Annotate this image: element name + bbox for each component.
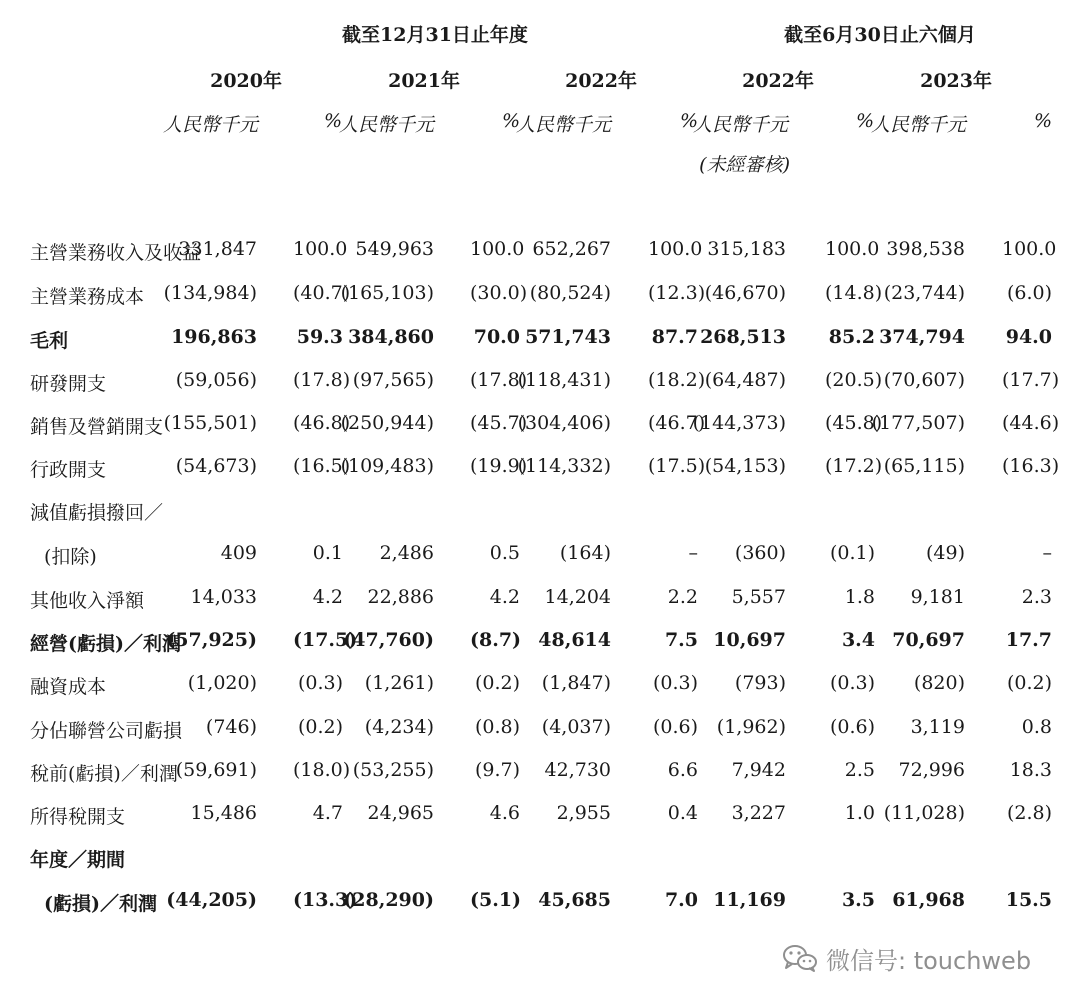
cell-percent: (17.8) — [470, 369, 528, 391]
cell-percent: (13.3) — [293, 889, 358, 911]
cell-percent: 7.0 — [664, 889, 698, 911]
cell-percent: 4.2 — [312, 586, 343, 608]
cell-percent: 0.8 — [1021, 716, 1052, 738]
cell-percent: (46.8) — [293, 412, 351, 434]
cell-percent: (9.7) — [474, 759, 520, 781]
cell-amount: (46,670) — [704, 282, 786, 304]
cell-amount: (164) — [559, 542, 611, 564]
year-2021: 2021年 — [388, 70, 460, 92]
cell-amount: (820) — [913, 672, 965, 694]
cell-percent: 2.3 — [1021, 586, 1052, 608]
row-label: 主營業務成本 — [30, 286, 145, 308]
cell-percent: 1.0 — [844, 802, 875, 824]
cell-percent: (17.2) — [825, 455, 883, 477]
unaudited-note: (未經審核) — [699, 154, 790, 176]
cell-amount: 3,227 — [731, 802, 786, 824]
cell-amount: (118,431) — [517, 369, 611, 391]
cell-percent: (0.3) — [652, 672, 698, 694]
unit-pct-2022-half: % — [855, 110, 874, 132]
cell-percent: 0.1 — [312, 542, 343, 564]
cell-percent: 15.5 — [1005, 889, 1052, 911]
cell-percent: 87.7 — [651, 326, 698, 348]
cell-percent: 59.3 — [296, 326, 343, 348]
cell-amount: (97,565) — [352, 369, 434, 391]
cell-percent: (40.7) — [293, 282, 351, 304]
cell-percent: 100.0 — [470, 238, 525, 260]
cell-percent: 0.5 — [489, 542, 520, 564]
cell-amount: 72,996 — [898, 759, 965, 781]
cell-percent: (45.7) — [470, 412, 528, 434]
year-2020: 2020年 — [210, 70, 282, 92]
cell-amount: (109,483) — [340, 455, 434, 477]
cell-amount: 2,486 — [379, 542, 434, 564]
unit-rmb-2023-half: 人民幣千元 — [870, 114, 966, 136]
row-label: 銷售及營銷開支 — [30, 416, 164, 438]
cell-amount: (177,507) — [871, 412, 965, 434]
cell-percent: 6.6 — [667, 759, 698, 781]
cell-percent: 2.2 — [667, 586, 698, 608]
cell-percent: 4.2 — [489, 586, 520, 608]
cell-amount: (165,103) — [340, 282, 434, 304]
cell-amount: (11,028) — [883, 802, 965, 824]
cell-percent: (0.6) — [829, 716, 875, 738]
cell-percent: (0.2) — [474, 672, 520, 694]
cell-amount: 315,183 — [707, 238, 786, 260]
cell-amount: 7,942 — [731, 759, 786, 781]
cell-percent: (0.3) — [297, 672, 343, 694]
cell-amount: 70,697 — [892, 629, 965, 651]
cell-percent: 94.0 — [1005, 326, 1052, 348]
row-label: 年度／期間 — [30, 849, 126, 871]
cell-amount: 398,538 — [886, 238, 965, 260]
unit-rmb-2022: 人民幣千元 — [515, 114, 611, 136]
cell-amount: (49) — [925, 542, 965, 564]
cell-percent: 100.0 — [648, 238, 703, 260]
cell-percent: (0.1) — [829, 542, 875, 564]
cell-percent: 0.4 — [667, 802, 698, 824]
cell-percent: (14.8) — [825, 282, 883, 304]
cell-amount: (23,744) — [883, 282, 965, 304]
cell-amount: 384,860 — [348, 326, 434, 348]
cell-amount: (65,115) — [883, 455, 965, 477]
unit-pct-2022: % — [679, 110, 698, 132]
cell-percent: 85.2 — [828, 326, 875, 348]
cell-amount: (80,524) — [529, 282, 611, 304]
cell-percent: (0.2) — [297, 716, 343, 738]
cell-percent: 4.6 — [489, 802, 520, 824]
cell-amount: (155,501) — [163, 412, 257, 434]
cell-percent: (8.7) — [470, 629, 522, 651]
cell-percent: (12.3) — [648, 282, 706, 304]
cell-percent: 7.5 — [664, 629, 698, 651]
cell-percent: (46.7) — [648, 412, 706, 434]
cell-amount: (64,487) — [704, 369, 786, 391]
cell-percent: 3.4 — [841, 629, 875, 651]
cell-percent: (17.8) — [293, 369, 351, 391]
cell-amount: (54,153) — [704, 455, 786, 477]
cell-amount: (47,760) — [343, 629, 434, 651]
year-2022-half: 2022年 — [742, 70, 814, 92]
wechat-icon — [782, 943, 818, 973]
cell-amount: 652,267 — [532, 238, 611, 260]
cell-percent: (0.3) — [829, 672, 875, 694]
cell-percent: 100.0 — [1002, 238, 1057, 260]
cell-percent: (17.5) — [293, 629, 358, 651]
cell-percent: – — [1042, 542, 1052, 564]
row-label: 所得稅開支 — [30, 806, 126, 828]
cell-amount: 11,169 — [713, 889, 786, 911]
row-label: (扣除) — [44, 546, 97, 568]
unit-rmb-2021: 人民幣千元 — [338, 114, 434, 136]
year-2023-half: 2023年 — [920, 70, 992, 92]
row-label: 融資成本 — [30, 676, 107, 698]
cell-percent: 4.7 — [312, 802, 343, 824]
cell-percent: (16.3) — [1002, 455, 1060, 477]
cell-percent: (0.6) — [652, 716, 698, 738]
cell-amount: 14,204 — [544, 586, 611, 608]
cell-amount: (1,020) — [187, 672, 257, 694]
cell-amount: 196,863 — [171, 326, 257, 348]
row-label: 主營業務收入及收益 — [30, 242, 202, 264]
cell-amount: (144,373) — [692, 412, 786, 434]
cell-percent: (44.6) — [1002, 412, 1060, 434]
cell-amount: 9,181 — [910, 586, 965, 608]
cell-percent: (17.7) — [1002, 369, 1060, 391]
cell-percent: (18.0) — [293, 759, 351, 781]
cell-amount: (114,332) — [517, 455, 611, 477]
unit-rmb-2022-half: 人民幣千元 — [692, 114, 788, 136]
cell-amount: 571,743 — [525, 326, 611, 348]
cell-percent: 18.3 — [1009, 759, 1052, 781]
cell-percent: 3.5 — [841, 889, 875, 911]
cell-percent: (45.8) — [825, 412, 883, 434]
cell-amount: (4,234) — [364, 716, 434, 738]
cell-percent: 17.7 — [1005, 629, 1052, 651]
row-label: 經營(虧損)／利潤 — [30, 633, 181, 655]
cell-amount: 2,955 — [556, 802, 611, 824]
cell-amount: 10,697 — [713, 629, 786, 651]
cell-amount: (57,925) — [166, 629, 257, 651]
row-label: 毛利 — [30, 330, 69, 352]
cell-amount: (360) — [734, 542, 786, 564]
cell-amount: 331,847 — [178, 238, 257, 260]
row-label: 其他收入淨額 — [30, 590, 145, 612]
cell-amount: (304,406) — [517, 412, 611, 434]
cell-percent: 1.8 — [844, 586, 875, 608]
cell-amount: (1,261) — [364, 672, 434, 694]
year-2022: 2022年 — [565, 70, 637, 92]
cell-amount: (53,255) — [352, 759, 434, 781]
cell-percent: 100.0 — [825, 238, 880, 260]
unit-pct-2020: % — [323, 110, 342, 132]
watermark — [782, 938, 1031, 978]
cell-amount: 42,730 — [544, 759, 611, 781]
cell-amount: 45,685 — [538, 889, 611, 911]
row-label: 分佔聯營公司虧損 — [30, 720, 183, 742]
cell-amount: (134,984) — [163, 282, 257, 304]
cell-percent: (17.5) — [648, 455, 706, 477]
cell-amount: (793) — [734, 672, 786, 694]
cell-amount: (4,037) — [541, 716, 611, 738]
row-label: 行政開支 — [30, 459, 107, 481]
cell-amount: 15,486 — [190, 802, 257, 824]
row-label: 減值虧損撥回／ — [30, 502, 164, 524]
watermark-text: 微信号: touchweb — [826, 946, 1032, 975]
cell-amount: (1,962) — [716, 716, 786, 738]
cell-amount: 14,033 — [190, 586, 257, 608]
cell-amount: 5,557 — [731, 586, 786, 608]
cell-percent: (5.1) — [470, 889, 522, 911]
period-half-year: 截至6月30日止六個月 — [784, 24, 976, 46]
cell-amount: 268,513 — [700, 326, 786, 348]
unit-rmb-2020: 人民幣千元 — [162, 114, 258, 136]
cell-percent: (16.5) — [293, 455, 351, 477]
cell-amount: 374,794 — [879, 326, 965, 348]
cell-percent: (30.0) — [470, 282, 528, 304]
cell-percent: (0.8) — [474, 716, 520, 738]
cell-amount: (746) — [205, 716, 257, 738]
cell-amount: (28,290) — [343, 889, 434, 911]
cell-amount: 22,886 — [367, 586, 434, 608]
cell-amount: (54,673) — [175, 455, 257, 477]
cell-percent: (18.2) — [648, 369, 706, 391]
cell-amount: 3,119 — [910, 716, 965, 738]
unit-pct-2021: % — [501, 110, 520, 132]
cell-amount: 48,614 — [538, 629, 611, 651]
cell-percent: 100.0 — [293, 238, 348, 260]
cell-amount: (1,847) — [541, 672, 611, 694]
cell-amount: (250,944) — [340, 412, 434, 434]
cell-percent: (19.9) — [470, 455, 528, 477]
period-full-year: 截至12月31日止年度 — [342, 24, 528, 46]
cell-amount: 24,965 — [367, 802, 434, 824]
cell-amount: (59,691) — [175, 759, 257, 781]
cell-amount: (59,056) — [175, 369, 257, 391]
cell-amount: (44,205) — [166, 889, 257, 911]
cell-percent: (6.0) — [1006, 282, 1052, 304]
cell-percent: 2.5 — [844, 759, 875, 781]
unit-pct-2023-half: % — [1033, 110, 1052, 132]
cell-percent: (2.8) — [1006, 802, 1052, 824]
row-label: (虧損)／利潤 — [44, 893, 157, 915]
cell-amount: 549,963 — [355, 238, 434, 260]
cell-percent: (20.5) — [825, 369, 883, 391]
row-label: 稅前(虧損)／利潤 — [30, 763, 178, 785]
cell-percent: – — [688, 542, 698, 564]
cell-percent: (0.2) — [1006, 672, 1052, 694]
cell-amount: 61,968 — [892, 889, 965, 911]
cell-amount: 409 — [220, 542, 257, 564]
cell-percent: 70.0 — [473, 326, 520, 348]
row-label: 研發開支 — [30, 373, 107, 395]
cell-amount: (70,607) — [883, 369, 965, 391]
